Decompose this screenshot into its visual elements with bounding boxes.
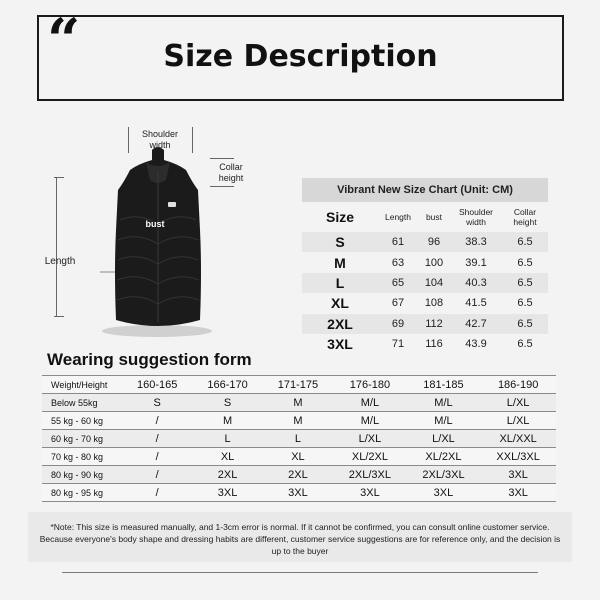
collar-dim-line <box>210 186 234 187</box>
table-cell: XL/2XL <box>333 448 407 466</box>
table-row <box>42 466 556 484</box>
shoulder-cell: 38.3 <box>465 236 487 249</box>
table-cell: M <box>263 394 333 412</box>
table-cell: / <box>122 448 192 466</box>
size-row <box>302 252 548 272</box>
collar-cell: 6.5 <box>517 276 533 289</box>
shoulder-cell: 43.9 <box>465 338 487 351</box>
table-cell: 3XL <box>192 484 262 502</box>
weight-cell: 55 kg - 60 kg <box>42 412 122 430</box>
bust-cell: 100 <box>424 256 444 269</box>
length-cell: 71 <box>391 338 405 351</box>
collar-height-label: Collar height <box>218 162 244 183</box>
table-cell: XL <box>263 448 333 466</box>
size-chart-header <box>302 202 548 232</box>
shoulder-cell: 41.5 <box>465 297 487 310</box>
header-cell: 171-175 <box>263 376 333 394</box>
table-cell: XL <box>192 448 262 466</box>
wearing-suggestion-title: Wearing suggestion form <box>47 350 252 369</box>
length-dim-tick <box>54 316 64 317</box>
table-cell: / <box>122 466 192 484</box>
collar-dim-line <box>210 158 234 159</box>
length-dim-line <box>56 177 57 317</box>
size-cell: S <box>335 234 345 251</box>
length-cell: 65 <box>391 276 405 289</box>
table-row <box>42 412 556 430</box>
table-cell: 3XL <box>407 484 481 502</box>
size-cell: 3XL <box>327 336 353 353</box>
divider <box>62 572 538 573</box>
size-chart <box>302 178 548 354</box>
collar-cell: 6.5 <box>517 256 533 269</box>
shoulder-cell: 42.7 <box>465 317 487 330</box>
table-cell: 3XL <box>480 466 556 484</box>
size-row <box>302 293 548 313</box>
table-cell: L <box>263 430 333 448</box>
header-cell: 181-185 <box>407 376 481 394</box>
size-cell: M <box>334 254 346 271</box>
header-cell: 176-180 <box>333 376 407 394</box>
header-box <box>37 6 564 101</box>
col-bust: bust <box>425 212 443 222</box>
table-row <box>42 484 556 502</box>
table-row <box>42 448 556 466</box>
size-cell: 2XL <box>327 315 353 332</box>
header-cell: Weight/Height <box>42 376 122 394</box>
table-cell: S <box>192 394 262 412</box>
size-cell: XL <box>331 295 349 312</box>
table-cell: M/L <box>333 412 407 430</box>
table-cell: 3XL <box>333 484 407 502</box>
wearing-suggestion-table <box>42 375 556 502</box>
bust-cell: 116 <box>425 338 443 351</box>
table-cell: L/XL <box>480 394 556 412</box>
header-cell: 186-190 <box>480 376 556 394</box>
size-row <box>302 232 548 252</box>
table-cell: / <box>122 412 192 430</box>
length-cell: 61 <box>391 236 405 249</box>
page-title: Size Description <box>163 39 438 74</box>
bust-label: bust <box>145 219 165 229</box>
table-header-row <box>42 376 556 394</box>
table-cell: 3XL <box>480 484 556 502</box>
col-length: Length <box>385 212 411 222</box>
collar-cell: 6.5 <box>517 338 533 351</box>
weight-cell: Below 55kg <box>42 394 122 412</box>
table-cell: M <box>263 412 333 430</box>
bust-cell: 108 <box>424 297 444 310</box>
table-cell: XXL/3XL <box>480 448 556 466</box>
col-collar: Collar height <box>513 207 537 227</box>
vest-image <box>40 120 280 350</box>
table-cell: L/XL <box>333 430 407 448</box>
length-dim-tick <box>54 177 64 178</box>
header-cell: 166-170 <box>192 376 262 394</box>
length-label: Length <box>44 256 76 267</box>
table-cell: S <box>122 394 192 412</box>
shoulder-dim-line <box>192 127 193 153</box>
table-cell: L <box>192 430 262 448</box>
size-chart-body <box>302 232 548 354</box>
collar-cell: 6.5 <box>517 236 533 249</box>
weight-cell: 70 kg - 80 kg <box>42 448 122 466</box>
weight-cell: 80 kg - 90 kg <box>42 466 122 484</box>
table-cell: M <box>192 412 262 430</box>
length-cell: 67 <box>391 297 405 310</box>
note-text: *Note: This size is measured manually, and 1-3cm error is normal. If it cannot be confirmed, you can consult online customer service. Because everyone's body shape and dressing habits are different, customer service suggestions are for reference only, and the decision is up to the buyer <box>39 522 561 556</box>
size-cell: L <box>335 274 345 291</box>
bust-cell: 104 <box>424 276 444 289</box>
vest-diagram <box>40 120 280 350</box>
shoulder-width-label: Shoulder width <box>141 129 179 150</box>
table-cell: / <box>122 484 192 502</box>
size-row <box>302 314 548 334</box>
table-cell: 2XL <box>263 466 333 484</box>
shoulder-cell: 39.1 <box>465 256 487 269</box>
size-row <box>302 334 548 354</box>
collar-cell: 6.5 <box>517 297 533 310</box>
header-cell: 160-165 <box>122 376 192 394</box>
table-cell: 2XL <box>192 466 262 484</box>
table-cell: XL/2XL <box>407 448 481 466</box>
table-row <box>42 430 556 448</box>
quote-mark: “ <box>47 6 77 74</box>
table-row <box>42 394 556 412</box>
table-cell: 2XL/3XL <box>407 466 481 484</box>
shoulder-cell: 40.3 <box>465 276 487 289</box>
col-shoulder: Shoulder width <box>458 207 494 227</box>
table-cell: M/L <box>407 412 481 430</box>
bust-cell: 112 <box>425 317 443 330</box>
table-cell: M/L <box>333 394 407 412</box>
size-row <box>302 273 548 293</box>
table-cell: 3XL <box>263 484 333 502</box>
length-cell: 63 <box>391 256 405 269</box>
note-box <box>28 512 572 562</box>
table-cell: 2XL/3XL <box>333 466 407 484</box>
table-cell: XL/XXL <box>480 430 556 448</box>
weight-cell: 60 kg - 70 kg <box>42 430 122 448</box>
bust-cell: 96 <box>427 236 441 249</box>
col-size: Size <box>325 209 354 225</box>
table-cell: L/XL <box>407 430 481 448</box>
table-cell: / <box>122 430 192 448</box>
table-cell: M/L <box>407 394 481 412</box>
weight-cell: 80 kg - 95 kg <box>42 484 122 502</box>
collar-cell: 6.5 <box>517 317 533 330</box>
size-chart-title: Vibrant New Size Chart (Unit: CM) <box>302 178 548 202</box>
table-cell: L/XL <box>480 412 556 430</box>
length-cell: 69 <box>391 317 405 330</box>
